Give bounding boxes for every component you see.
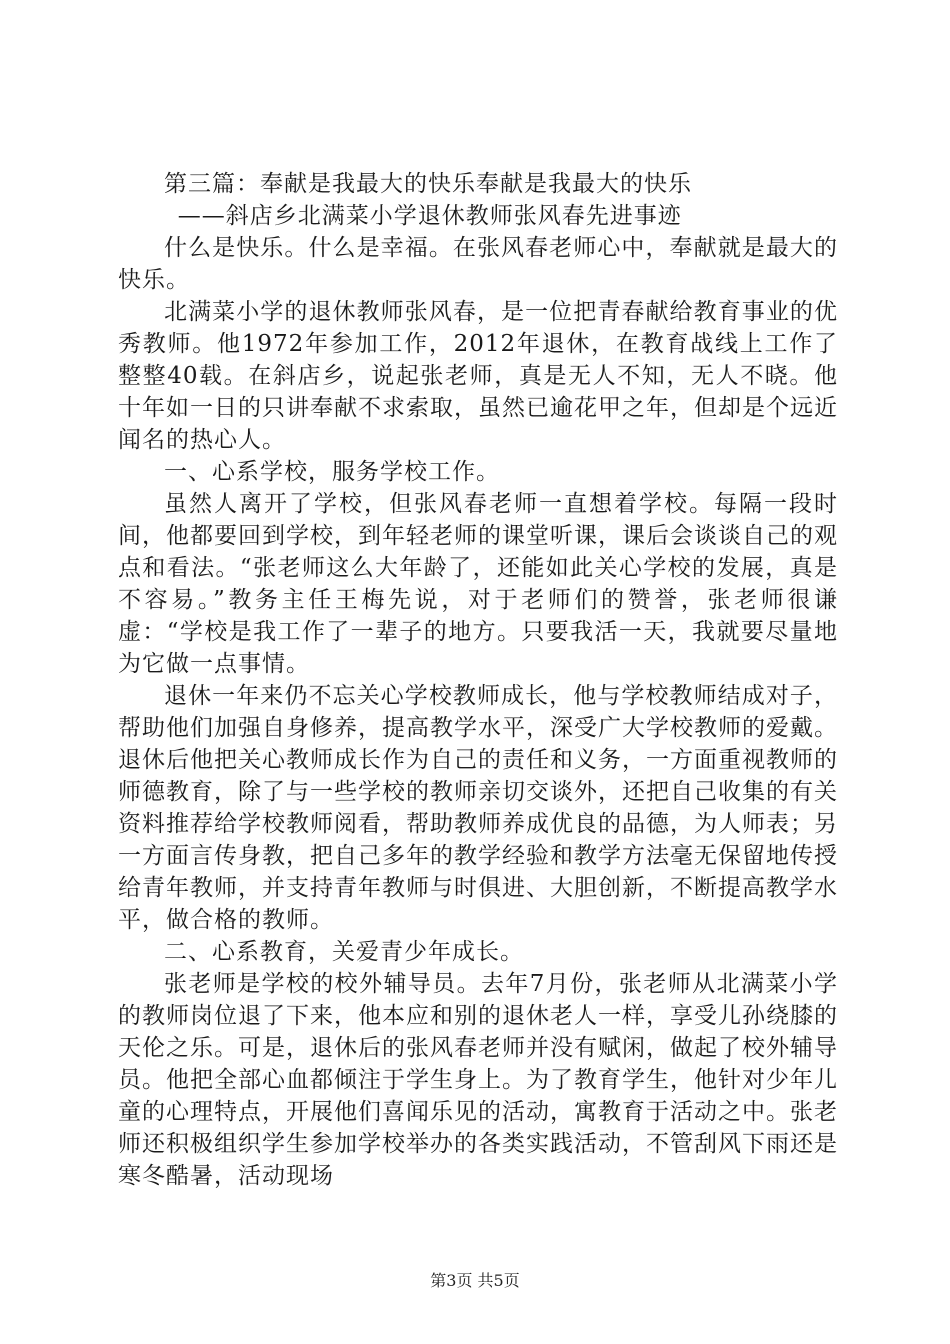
section-heading-2: 二、心系教育，关爱青少年成长。 (164, 939, 524, 965)
document-subtitle: ——斜店乡北满菜小学退休教师张风春先进事迹 (177, 203, 682, 229)
section-heading-1: 一、心系学校，服务学校工作。 (164, 459, 500, 485)
paragraph-teacher-growth: 退休一年来仍不忘关心学校教师成长，他与学校教师结成对子，帮助他们加强自身修养，提高教学水平，深受广大学校教师的爱戴。退休后他把关心教师成长作为自己的责任和义务，一方面重视教师的师德教育，除了与一些学校的教师亲切交谈外，还把自己收集的有关资料推荐给学校教师阅看，帮助教师养成优良的品德，为人师表；另一方面言传身教，把自己多年的教学经验和教学方法毫无保留地传授给青年教师，并支持青年教师与时俱进、大胆创新，不断提高教学水平，做合格的教师。 (118, 683, 838, 933)
document-title: 第三篇：奉献是我最大的快乐奉献是我最大的快乐 (164, 171, 692, 197)
document-body (118, 168, 838, 1192)
paragraph-school-care: 虽然人离开了学校，但张风春老师一直想着学校。每隔一段时间，他都要回到学校，到年轻老师的课堂听课，课后会谈谈自己的观点和看法。“张老师这么大年龄了，还能如此关心学校的发展，真是不容易。”教务主任王梅先说，对于老师们的赞誉，张老师很谦虚：“学校是我工作了一辈子的地方。只要我活一天，我就要尽量地为它做一点事情。 (118, 491, 838, 677)
paragraph-profile: 北满菜小学的退休教师张风春，是一位把青春献给教育事业的优秀教师。他1972年参加工作，2012年退休，在教育战线上工作了整整40载。在斜店乡，说起张老师，真是无人不知，无人不晓。他十年如一日的只讲奉献不求索取，虽然已逾花甲之年，但却是个远近闻名的热心人。 (118, 299, 838, 453)
paragraph-intro: 什么是快乐。什么是幸福。在张风春老师心中，奉献就是最大的快乐。 (118, 235, 838, 293)
page-number-footer: 第3页 共5页 (430, 1271, 520, 1290)
paragraph-counselor: 张老师是学校的校外辅导员。去年7月份，张老师从北满菜小学的教师岗位退了下来，他本应和别的退休老人一样，享受儿孙绕膝的天伦之乐。可是，退休后的张风春老师并没有赋闲，做起了校外辅导员。他把全部心血都倾注于学生身上。为了教育学生，他针对少年儿童的心理特点，开展他们喜闻乐见的活动，寓教育于活动之中。张老师还积极组织学生参加学校举办的各类实践活动，不管刮风下雨还是寒冬酷暑，活动现场 (118, 971, 838, 1189)
